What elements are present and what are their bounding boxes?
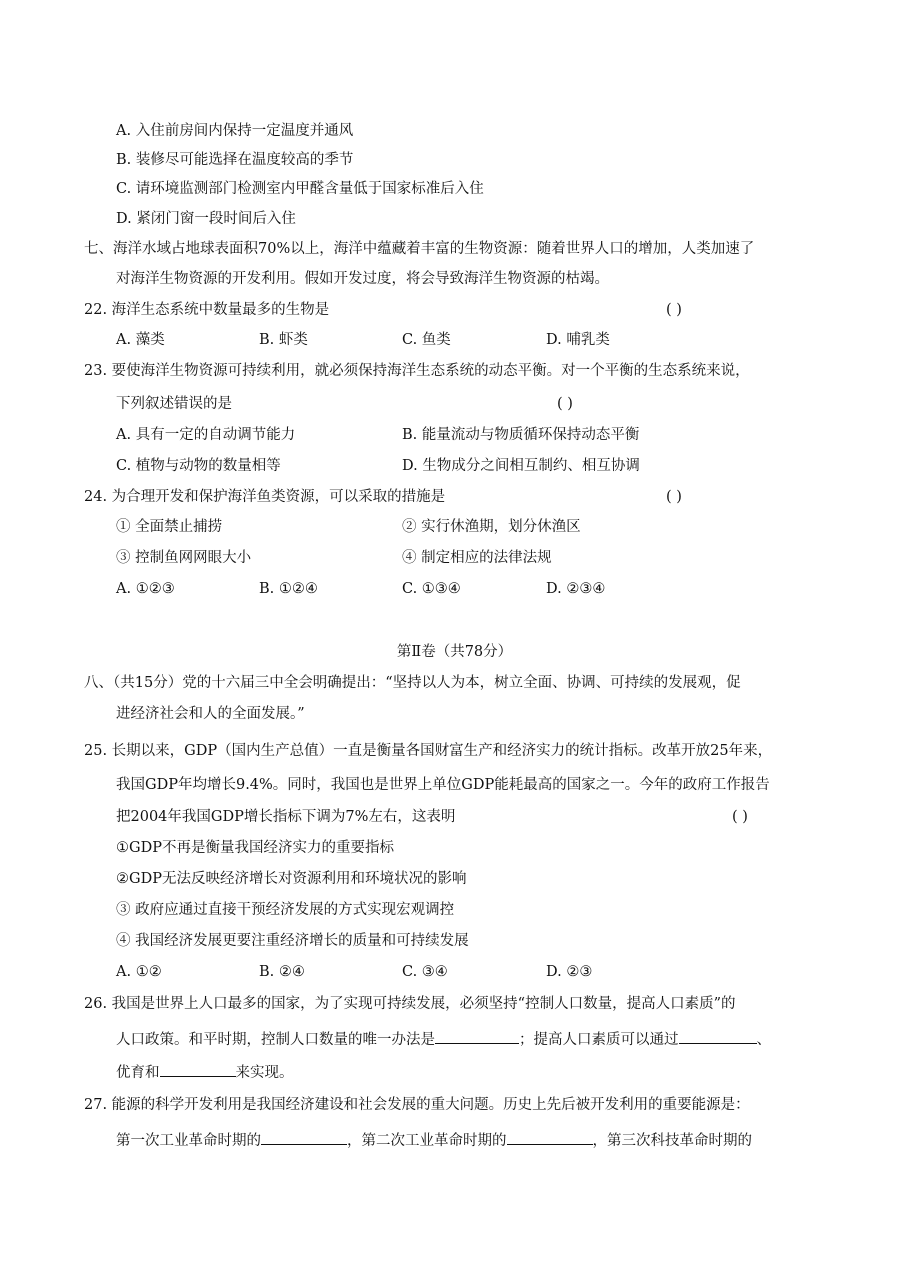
q27-line2-text-c: ，第三次科技革命时期的 [592, 1133, 752, 1149]
q24-statement-1: ① 全面禁止捕捞 [116, 519, 223, 535]
q23-stem-line1: 23. 要使海洋生物资源可持续利用，就必须保持海洋生态系统的动态平衡。对一个平衡的生态系统来说， [84, 363, 750, 379]
section-8-intro-line1: 八、（共15分）党的十六届三中全会明确提出：“坚持以人为本，树立全面、协调、可持续的发展观，促 [84, 675, 741, 691]
q26-blank-3[interactable] [160, 1062, 236, 1077]
q24-answer-paren: ( ) [666, 489, 682, 505]
q21-option-a: A. 入住前房间内保持一定温度并通风 [116, 123, 354, 139]
q25-statement-4: ④ 我国经济发展更要注重经济增长的质量和可持续发展 [116, 933, 469, 949]
q26-stem-line1: 26. 我国是世界上人口最多的国家，为了实现可持续发展，必须坚持“控制人口数量，提高人口素质”的 [84, 996, 736, 1012]
q25-stem-line1: 25. 长期以来，GDP（国内生产总值）一直是衡量各国财富生产和经济实力的统计指标。改革开放25年来， [84, 743, 773, 759]
q21-option-b: B. 装修尽可能选择在温度较高的季节 [116, 152, 354, 168]
q23-option-d: D. 生物成分之间相互制约、相互协调 [402, 458, 640, 474]
q25-answer-paren: ( ) [732, 809, 748, 825]
q27-stem-line2 [116, 1130, 752, 1151]
q22-stem: 22. 海洋生态系统中数量最多的生物是 [84, 302, 330, 318]
q21-option-d: D. 紧闭门窗一段时间后入住 [116, 211, 296, 227]
q23-option-a: A. 具有一定的自动调节能力 [116, 427, 296, 443]
q26-line2-text-b: ；提高人口素质可以通过 [519, 1032, 679, 1048]
q22-option-a: A. 藻类 [116, 332, 165, 348]
q23-stem-line2: 下列叙述错误的是 [116, 396, 232, 412]
q23-option-b: B. 能量流动与物质循环保持动态平衡 [402, 427, 640, 443]
q24-option-d: D. ②③④ [546, 581, 606, 597]
q21-option-c: C. 请环境监测部门检测室内甲醛含量低于国家标准后入住 [116, 181, 484, 197]
q26-line2-text-a: 人口政策。和平时期，控制人口数量的唯一办法是 [116, 1032, 435, 1048]
section-7-intro-line1: 七、海洋水域占地球表面积70%以上，海洋中蕴藏着丰富的生物资源：随着世界人口的增加，人类加速了 [84, 241, 755, 257]
q26-blank-2[interactable] [679, 1029, 757, 1044]
q26-stem-line3 [116, 1062, 294, 1083]
q25-statement-2: ②GDP无法反映经济增长对资源利用和环境状况的影响 [116, 871, 467, 887]
q26-stem-line2 [116, 1029, 771, 1050]
section-8-intro-line2: 进经济社会和人的全面发展。” [116, 706, 305, 722]
q24-statement-4: ④ 制定相应的法律法规 [402, 550, 552, 566]
q23-option-c: C. 植物与动物的数量相等 [116, 458, 281, 474]
q26-line3-text-a: 优育和 [116, 1065, 160, 1081]
q27-blank-1[interactable] [261, 1130, 347, 1145]
q24-option-c: C. ①③④ [402, 581, 461, 597]
q26-line2-text-c: 、 [756, 1032, 771, 1048]
q25-option-b: B. ②④ [259, 964, 305, 980]
q23-answer-paren: ( ) [557, 396, 573, 412]
q24-stem: 24. 为合理开发和保护海洋鱼类资源，可以采取的措施是 [84, 489, 446, 505]
q24-statement-3: ③ 控制鱼网网眼大小 [116, 550, 252, 566]
q22-option-c: C. 鱼类 [402, 332, 451, 348]
q27-stem-line1: 27. 能源的科学开发利用是我国经济建设和社会发展的重大问题。历史上先后被开发利用的重要能源是： [84, 1097, 750, 1113]
q25-statement-1: ①GDP不再是衡量我国经济实力的重要指标 [116, 840, 394, 856]
q22-answer-paren: ( ) [666, 302, 682, 318]
q25-option-d: D. ②③ [546, 964, 593, 980]
q26-line3-text-b: 来实现。 [235, 1065, 294, 1081]
part-2-title: 第Ⅱ卷（共78分） [396, 644, 513, 660]
q25-stem-line2: 我国GDP年均增长9.4%。同时，我国也是世界上单位GDP能耗最高的国家之一。今年的政府工作报告 [116, 777, 770, 793]
q24-option-b: B. ①②④ [259, 581, 318, 597]
q27-line2-text-a: 第一次工业革命时期的 [116, 1133, 261, 1149]
q22-option-d: D. 哺乳类 [546, 332, 610, 348]
q26-blank-1[interactable] [435, 1029, 519, 1044]
q24-option-a: A. ①②③ [116, 581, 175, 597]
section-7-intro-line2: 对海洋生物资源的开发利用。假如开发过度，将会导致海洋生物资源的枯竭。 [116, 271, 609, 287]
q27-line2-text-b: ，第二次工业革命时期的 [347, 1133, 507, 1149]
q24-statement-2: ② 实行休渔期，划分休渔区 [402, 519, 581, 535]
q22-option-b: B. 虾类 [259, 332, 308, 348]
q27-blank-2[interactable] [507, 1130, 593, 1145]
q25-statement-3: ③ 政府应通过直接干预经济发展的方式实现宏观调控 [116, 902, 455, 918]
q25-stem-line3: 把2004年我国GDP增长指标下调为7%左右，这表明 [116, 809, 456, 825]
q25-option-c: C. ③④ [402, 964, 448, 980]
q25-option-a: A. ①② [116, 964, 162, 980]
